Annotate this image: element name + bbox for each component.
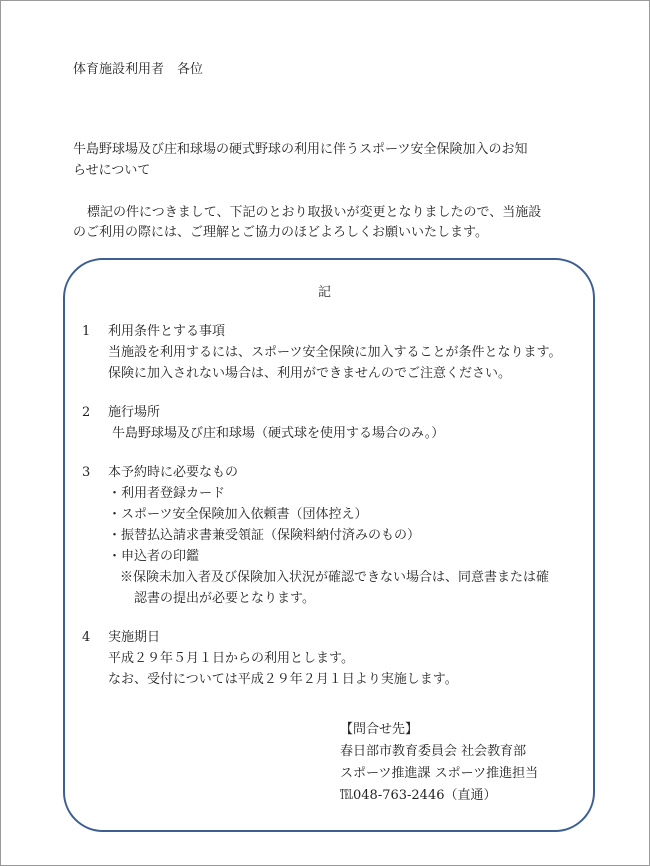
section-4-line-2: なお、受付については平成２９年２月１日より実施します。 <box>108 672 458 687</box>
notice-heading: 記 <box>318 285 332 300</box>
section-3-item-2: ・スポーツ安全保険加入依頼書（団体控え） <box>108 507 368 522</box>
contact-organization: 春日部市教育委員会 社会教育部 <box>340 744 527 759</box>
section-1-number: 1 <box>82 324 91 339</box>
section-4-line-1: 平成２９年５月１日からの利用とします。 <box>108 651 354 666</box>
intro-line-1: 標記の件につきまして、下記のとおり取扱いが変更となりましたので、当施設 <box>87 205 542 220</box>
addressee: 体育施設利用者 各位 <box>73 62 204 77</box>
section-3-note-line-2: 認書の提出が必要となります。 <box>134 591 315 606</box>
section-3-item-4: ・申込者の印鑑 <box>108 549 200 564</box>
section-3-title: 本予約時に必要なもの <box>108 465 239 480</box>
section-1-title: 利用条件とする事項 <box>108 324 226 339</box>
section-2-title: 施行場所 <box>108 405 161 420</box>
section-4-number: 4 <box>82 630 91 645</box>
intro-line-2: のご利用の際には、ご理解とご協力のほどよろしくお願いいたします。 <box>73 225 488 240</box>
section-2-number: 2 <box>82 405 91 420</box>
section-3-item-3: ・振替払込請求書兼受領証（保険料納付済みのもの） <box>108 528 421 543</box>
notice-title-line-1: 牛島野球場及び庄和球場の硬式野球の利用に伴うスポーツ安全保険加入のお知 <box>73 142 528 157</box>
section-3-note-line-1: ※保険未加入者及び保険加入状況が確認できない場合は、同意書または確 <box>120 570 550 585</box>
section-2-line-1: 牛島野球場及び庄和球場（硬式球を使用する場合のみ。） <box>112 426 445 441</box>
notice-title-line-2: らせについて <box>73 163 151 178</box>
section-1-line-2: 保険に加入されない場合は、利用ができませんのでご注意ください。 <box>108 366 512 381</box>
section-3-number: 3 <box>82 465 91 480</box>
section-3-item-1: ・利用者登録カード <box>108 486 226 501</box>
section-4-title: 実施期日 <box>108 630 161 645</box>
contact-department: スポーツ推進課 スポーツ推進担当 <box>340 766 539 781</box>
contact-heading: 【問合せ先】 <box>340 722 419 737</box>
section-1-line-1: 当施設を利用するには、スポーツ安全保険に加入することが条件となります。 <box>108 345 562 360</box>
contact-telephone: ℡048-763-2446（直通） <box>340 788 497 803</box>
